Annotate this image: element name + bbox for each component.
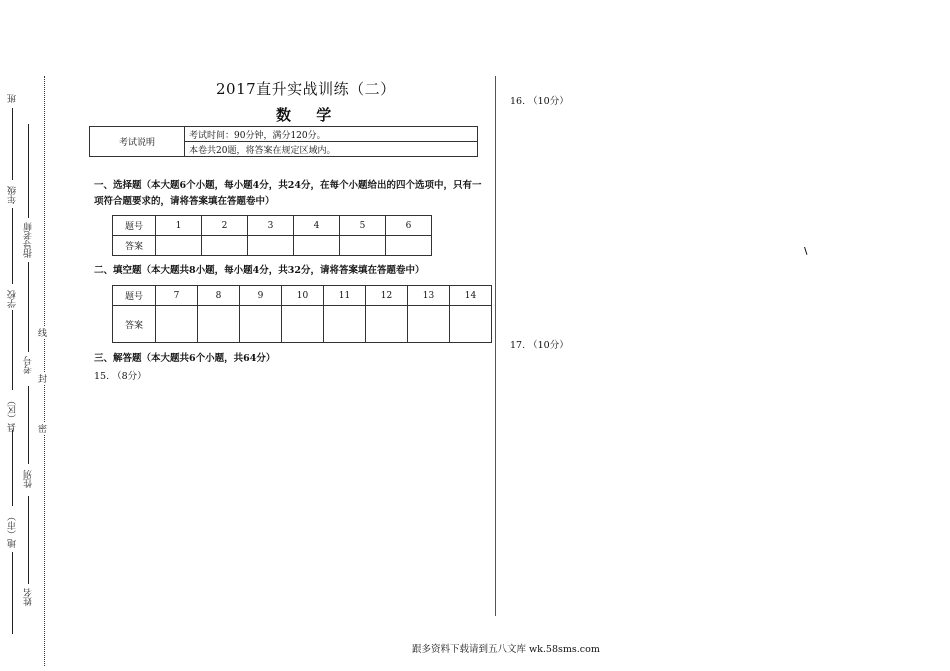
footer-text: 跟多资料下载请到五八文库 wk.58sms.com	[412, 644, 600, 655]
fb-number-cell: 11	[324, 286, 366, 306]
fb-number-cell: 8	[198, 286, 240, 306]
section-1-heading: 一、选择题（本大题6个小题，每小题4分，共24分，在每个小题给出的四个选项中，只有一项符合题要求的，请将答案填在答题卷中）	[94, 180, 482, 207]
side-label-class: 班	[8, 94, 18, 103]
fb-answer-cell[interactable]	[408, 306, 450, 343]
mc-number-cell: 1	[156, 216, 202, 236]
seal-dotted-line	[44, 76, 45, 666]
side-label-county: 县（区）	[8, 396, 18, 432]
side-label-grade: 年级	[8, 186, 18, 204]
seal-mark-seal: 封	[38, 372, 47, 385]
side-label-school: 学校	[8, 290, 18, 308]
exam-info-line-1: 考试时间：90分钟，满分120分。	[185, 127, 478, 142]
fill-line-county	[12, 430, 13, 506]
fb-number-cell: 10	[282, 286, 324, 306]
fb-answer-cell[interactable]	[282, 306, 324, 343]
side-label-gender: 性别	[24, 470, 34, 488]
mc-number-cell: 3	[248, 216, 294, 236]
subject-title: 数 学	[276, 106, 342, 124]
multiple-choice-answer-table	[112, 215, 432, 256]
fill-blank-answer-table	[112, 285, 492, 343]
fb-number-cell: 7	[156, 286, 198, 306]
mc-number-cell: 5	[340, 216, 386, 236]
mc-answer-cell[interactable]	[202, 236, 248, 256]
section-3-heading: 三、解答题（本大题共6个小题，共64分）	[94, 353, 276, 364]
side-label-teacher: 指导老师	[24, 222, 34, 258]
fb-answer-cell[interactable]	[240, 306, 282, 343]
fb-number-cell: 12	[366, 286, 408, 306]
mc-answer-cell[interactable]	[340, 236, 386, 256]
fb-row-label-answer: 答案	[113, 306, 156, 343]
seal-mark-line: 线	[38, 326, 47, 339]
question-15: 15. （8分）	[94, 371, 147, 382]
fb-row-label-number: 题号	[113, 286, 156, 306]
fill-line-exam-no	[28, 262, 29, 352]
mc-row-label-answer: 答案	[113, 236, 156, 256]
fb-number-cell: 13	[408, 286, 450, 306]
fb-answer-cell[interactable]	[198, 306, 240, 343]
fill-line-teacher	[28, 124, 29, 218]
mc-row-label-number: 题号	[113, 216, 156, 236]
exam-info-line-2: 本卷共20题，将答案在规定区域内。	[185, 142, 478, 157]
fill-line-class	[12, 108, 13, 180]
column-divider	[495, 76, 496, 616]
exam-info-table	[89, 126, 478, 157]
fb-number-cell: 14	[450, 286, 492, 306]
mc-number-cell: 4	[294, 216, 340, 236]
fill-line-gender	[28, 386, 29, 464]
page-title: 2017直升实战训练（二）	[216, 80, 396, 98]
fb-answer-cell[interactable]	[366, 306, 408, 343]
side-label-city: 地（市）	[8, 512, 18, 548]
mc-answer-cell[interactable]	[294, 236, 340, 256]
mc-number-cell: 6	[386, 216, 432, 236]
mc-number-cell: 2	[202, 216, 248, 236]
fb-answer-cell[interactable]	[450, 306, 492, 343]
question-17: 17. （10分）	[510, 340, 569, 351]
stray-mark: \	[804, 246, 808, 257]
fill-line-school	[12, 310, 13, 390]
section-2-heading: 二、填空题（本大题共8小题，每小题4分，共32分，请将答案填在答题卷中）	[94, 265, 425, 276]
exam-info-label: 考试说明	[90, 127, 185, 157]
fill-line-city	[12, 552, 13, 634]
side-label-name: 姓名	[24, 588, 34, 606]
fb-answer-cell[interactable]	[324, 306, 366, 343]
fb-answer-cell[interactable]	[156, 306, 198, 343]
fill-line-grade	[12, 208, 13, 284]
question-16: 16. （10分）	[510, 96, 569, 107]
fb-number-cell: 9	[240, 286, 282, 306]
fill-line-name	[28, 496, 29, 584]
mc-answer-cell[interactable]	[156, 236, 202, 256]
mc-answer-cell[interactable]	[248, 236, 294, 256]
mc-answer-cell[interactable]	[386, 236, 432, 256]
seal-mark-secret: 密	[38, 422, 47, 435]
side-label-exam-no: 考号	[24, 356, 34, 374]
